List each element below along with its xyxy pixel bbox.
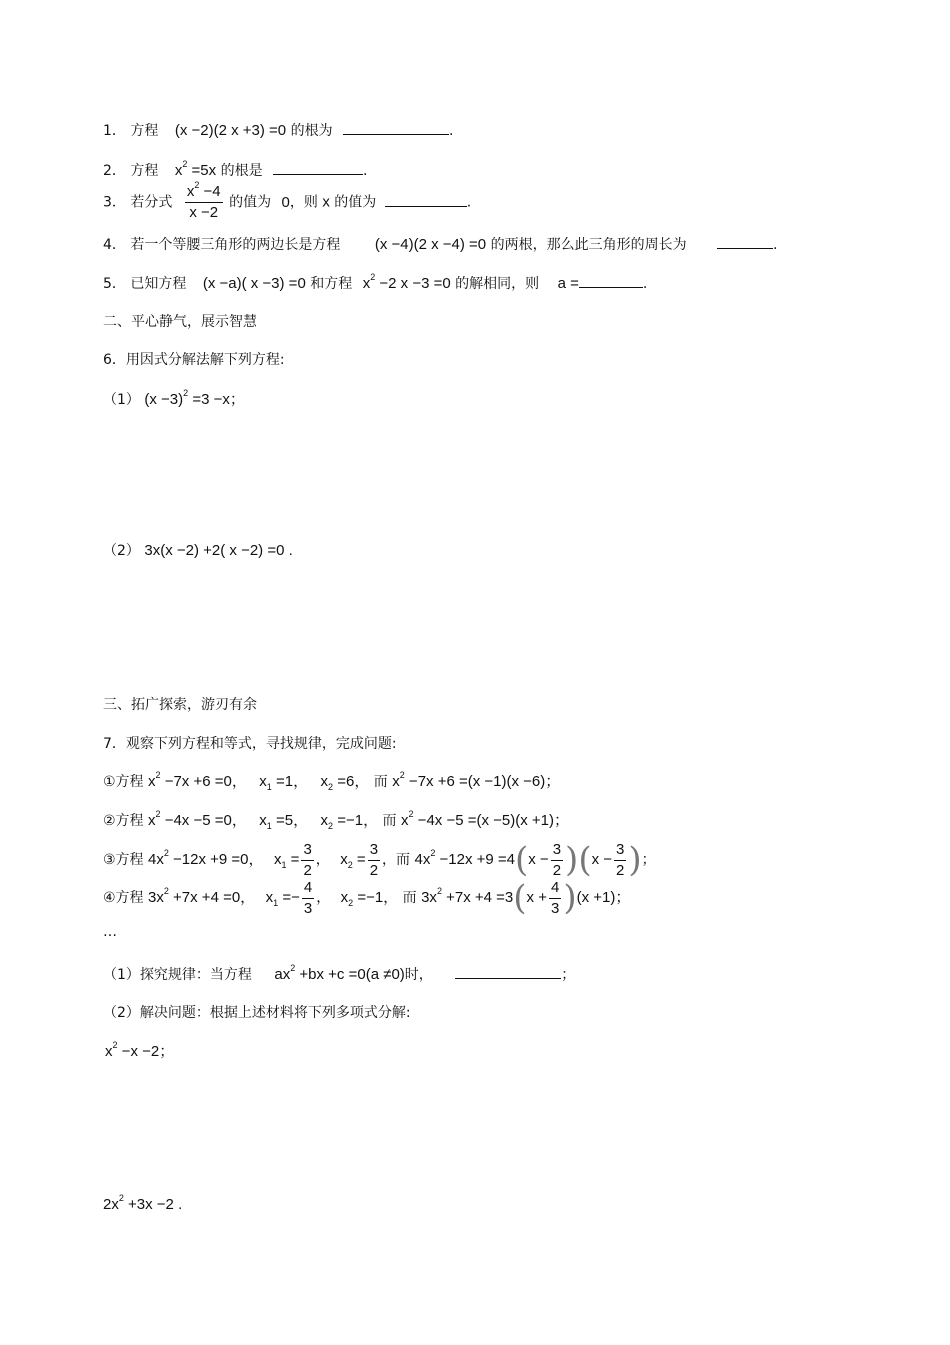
q2-number: 2． xyxy=(103,163,126,179)
question-1 xyxy=(103,120,454,141)
q7-row-2-root-1: $x_1 =5$， xyxy=(259,812,309,831)
right-paren-icon: ) xyxy=(565,840,579,880)
q4-period: . xyxy=(773,237,778,253)
q7-row-3-label: ③方程 xyxy=(103,852,144,868)
q2-equation: $x^2 =5x$ xyxy=(174,159,217,179)
q7-row-3-equation: $4x^2 -12x +9 =0$， xyxy=(148,848,264,868)
q2-prefix: 方程 xyxy=(130,163,159,179)
question-6-part-2 xyxy=(103,541,293,561)
q5-prefix: 已知方程 xyxy=(130,276,187,292)
left-paren-icon: ( xyxy=(578,840,592,880)
q7-row-2-identity: $x^2 -4x -5 =(x -5)(x +1)$； xyxy=(401,809,570,829)
q7-row-3-root-1-fraction: $\frac{3}{2}$ xyxy=(303,840,312,879)
q2-suffix: 的根是 xyxy=(220,163,263,179)
q7-row-4-factor-1: x + xyxy=(526,889,547,906)
q7-row-4-factor-1-fraction: $\frac{4}{3}$ xyxy=(550,878,560,917)
q7-sub-2: （2）解决问题：根据上述材料将下列多项式分解: xyxy=(103,1005,411,1021)
q3-prefix: 若分式 xyxy=(130,194,173,211)
q7-sub-1 xyxy=(103,964,575,985)
q7-row-3-root-1: $x_1$ = xyxy=(273,851,300,870)
q3-mid2: ，则 xyxy=(289,194,318,211)
q6-part-1-label: （1） xyxy=(103,392,140,408)
left-paren-icon: ( xyxy=(513,878,527,918)
left-paren-icon: ( xyxy=(515,840,529,880)
q5-equation-2: $x^2 -2$ x −3 =0 xyxy=(362,272,451,292)
q7-row-3-identity: $4x^2 -12x +9 =4$ xyxy=(414,848,515,868)
q7-row-3-factor-1-fraction: $\frac{3}{2}$ xyxy=(552,840,562,879)
q7-row-3-comma: ， xyxy=(315,852,330,868)
q7-row-3-factor-2: x − xyxy=(591,851,613,868)
q7-row-4-label: ④方程 xyxy=(103,890,144,906)
q4-equation: (x −4)(2 x −4) =0 xyxy=(374,236,487,253)
q7-row-1-root-2: $x_2 =6$， xyxy=(320,773,370,792)
question-6-title: 6．用因式分解法解下列方程: xyxy=(103,352,285,368)
q7-ellipsis: … xyxy=(103,924,117,940)
q7-row-3-end: ； xyxy=(641,852,656,868)
section-3-heading: 三、拓广探索，游刃有余 xyxy=(103,697,257,713)
question-4 xyxy=(103,234,778,255)
q7-row-4-root-1: $x_1$ =− xyxy=(265,889,300,908)
q7-row-4-equation: $3x^2 +7x +4 =0$， xyxy=(148,886,256,906)
q7-row-1 xyxy=(103,772,560,792)
q4-number: 4． xyxy=(103,237,126,253)
q7-row-2-label: ②方程 xyxy=(103,813,144,829)
question-3 xyxy=(103,182,471,223)
right-paren-icon: ) xyxy=(628,840,642,880)
q1-number: 1． xyxy=(103,123,126,139)
q4-suffix: 的两根，那么此三角形的周长为 xyxy=(490,237,687,253)
q3-number: 3． xyxy=(103,194,126,211)
q7-sub-1-equation: $ax^2 +bx +c =0(a \ne 0)$ xyxy=(274,963,405,983)
q7-row-4-comma: ， xyxy=(316,890,331,906)
q3-var: x xyxy=(322,193,330,211)
q7-sub-1-answer-blank[interactable] xyxy=(455,964,561,979)
q1-equation: (x −2)(2 x +3) =0 xyxy=(174,122,287,139)
q2-answer-blank[interactable] xyxy=(273,160,363,175)
q7-row-1-root-1: $x_1 =1$， xyxy=(259,773,309,792)
q7-sub-1-suffix: 时， xyxy=(404,967,433,983)
q5-equation-1: (x −a)( x −3) =0 xyxy=(202,275,306,292)
q5-number: 5． xyxy=(103,276,126,292)
section-2-heading: 二、平心静气，展示智慧 xyxy=(103,314,257,330)
q3-fraction: $\frac{x^2 -4}{x -2}$ xyxy=(186,180,221,221)
q7-row-2-root-2: $x_2 =-1$， xyxy=(320,812,379,831)
q7-row-1-label: ①方程 xyxy=(103,774,144,790)
q5-period: . xyxy=(642,276,648,292)
q4-prefix: 若一个等腰三角形的两边长是方程 xyxy=(130,237,341,253)
q1-suffix: 的根为 xyxy=(290,123,333,139)
q6-part-2-label: （2） xyxy=(103,543,140,559)
q7-sub-1-label: （1）探究规律：当方程 xyxy=(103,967,252,983)
q7-row-1-er: 而 xyxy=(373,774,388,790)
q5-mid: 和方程 xyxy=(310,276,353,292)
q7-row-3-root-2: $x_2$ = xyxy=(340,851,366,870)
q5-var: a = xyxy=(557,275,579,292)
q6-part-2-equation: 3x(x −2) +2( x −2) =0 . xyxy=(144,542,293,559)
question-6-part-1 xyxy=(103,390,245,410)
q7-row-4-root-2: $x_2 =-1$， xyxy=(340,889,399,908)
q5-answer-blank[interactable] xyxy=(579,273,643,288)
q7-row-2 xyxy=(103,811,569,831)
q7-expression-2: $2x^2 +3x -2$ . xyxy=(103,1193,183,1213)
q3-period: . xyxy=(466,194,472,211)
q1-answer-blank[interactable] xyxy=(343,120,449,135)
question-5 xyxy=(103,273,647,294)
question-2 xyxy=(103,160,367,181)
q7-sub-1-end: ； xyxy=(561,967,576,983)
q7-row-4-root-1-fraction: $\frac{4}{3}$ xyxy=(303,878,313,917)
q5-suffix: 的解相同，则 xyxy=(455,276,540,292)
q3-answer-blank[interactable] xyxy=(385,192,467,207)
q7-row-1-identity: $x^2 -7x +6 =(x -1)(x -6)$； xyxy=(392,770,561,790)
q7-row-3-factor-2-fraction: $\frac{3}{2}$ xyxy=(616,840,625,879)
q3-zero: 0 xyxy=(281,193,290,211)
q7-row-4-identity: $3x^2 +7x +4 =3$ xyxy=(421,886,514,906)
q7-row-4 xyxy=(103,876,630,920)
q7-row-3-factor-1: x − xyxy=(528,851,549,868)
q7-row-3-er: ，而 xyxy=(382,852,411,868)
q7-expression-1: $x^2 -x -2$； xyxy=(105,1040,175,1060)
q7-row-1-equation: $x^2 -7x +6 =0$， xyxy=(148,770,247,790)
q3-mid: 的值为 xyxy=(229,194,272,211)
right-paren-icon: ) xyxy=(563,878,577,918)
q4-answer-blank[interactable] xyxy=(717,234,773,249)
q1-period: . xyxy=(449,123,454,139)
q1-prefix: 方程 xyxy=(130,123,159,139)
q7-row-4-factor-2: (x +1)； xyxy=(576,889,631,906)
question-7-title: 7．观察下列方程和等式，寻找规律，完成问题: xyxy=(103,736,397,752)
q6-part-1-equation: $(x -3)^2 =3 -x$； xyxy=(144,388,245,408)
q7-row-2-equation: $x^2 -4x -5 =0$， xyxy=(148,809,247,829)
q7-row-3-root-2-fraction: $\frac{3}{2}$ xyxy=(369,840,379,879)
q7-row-2-er: 而 xyxy=(382,813,397,829)
q7-row-4-er: 而 xyxy=(402,890,417,906)
q2-period: . xyxy=(363,163,368,179)
q3-suffix: 的值为 xyxy=(334,194,377,211)
